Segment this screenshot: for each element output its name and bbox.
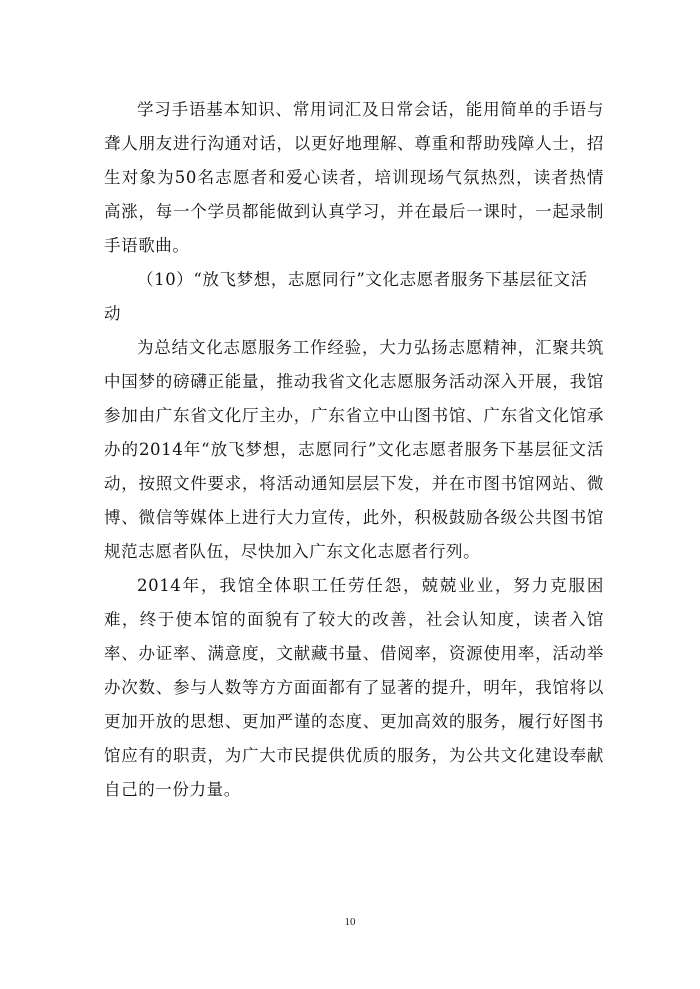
paragraph-sign-language-training: 学习手语基本知识、常用词汇及日常会话，能用简单的手语与聋人朋友进行沟通对话，以更好地理解、尊重和帮助残障人士，招生对象为50名志愿者和爱心读者，培训现场气氛热烈，读者热情高涨，每一个学员都能做到认真学习，并在最后一课时，一起录制手语歌曲。 — [104, 100, 604, 255]
paragraph-annual-summary: 2014年，我馆全体职工任劳任怨，兢兢业业，努力克服困难，终于使本馆的面貌有了较大的改善，社会认知度，读者入馆率、办证率、满意度，文献藏书量、借阅率，资源使用率，活动举办次数、参与人数等方方面面都有了显著的提升，明年，我馆将以更加开放的思想、更加严谨的态度、更加高效的服务，履行好图书馆应有的职责，为广大市民提供优质的服务，为公共文化建设奉献自己的一份力量。 — [104, 576, 604, 799]
paragraph-essay-activity: 为总结文化志愿服务工作经验，大力弘扬志愿精神，汇聚共筑中国梦的磅礴正能量，推动我省文化志愿服务活动深入开展，我馆参加由广东省文化厅主办，广东省立中山图书馆、广东省文化馆承办的2014年“放飞梦想，志愿同行”文化志愿者服务下基层征文活动，按照文件要求，将活动通知层层下发，并在市图书馆网站、微博、微信等媒体上进行大力宣传，此外，积极鼓励各级公共图书馆规范志愿者队伍，尽快加入广东文化志愿者行列。 — [104, 338, 604, 561]
page-number: 10 — [344, 916, 356, 928]
page-body — [104, 93, 604, 807]
section-heading-essay-activity: （10）“放飞梦想，志愿同行”文化志愿者服务下基层征文活动 — [104, 270, 588, 323]
